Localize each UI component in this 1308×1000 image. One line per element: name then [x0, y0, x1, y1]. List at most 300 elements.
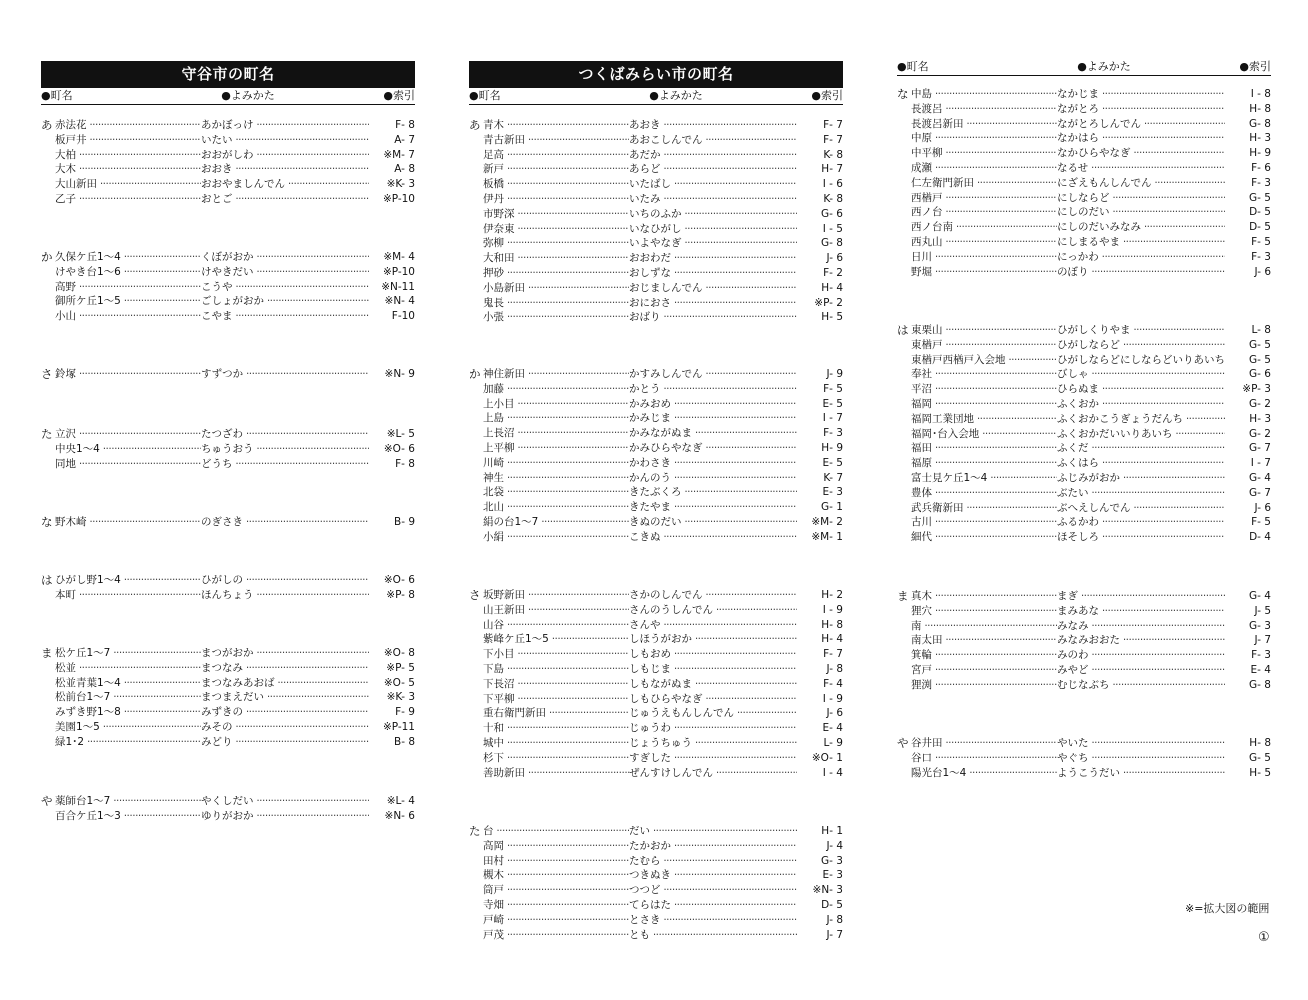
table-row	[41, 148, 415, 163]
town-reading: にしのだいみなみ ·····	[1057, 220, 1237, 235]
town-name: ひがし野1〜4 ·····	[55, 573, 215, 588]
table-row	[897, 220, 1271, 235]
town-name: 田村 ·····	[483, 854, 643, 869]
table-row	[41, 427, 415, 442]
table-row	[469, 692, 843, 707]
map-index: I - 8	[1225, 87, 1271, 102]
map-index: F- 3	[1225, 250, 1271, 265]
town-reading: きぬのだい ·····	[629, 515, 809, 530]
table-row	[469, 456, 843, 471]
map-index: I - 9	[797, 692, 843, 707]
town-name: 富士見ケ丘1〜4 ·····	[911, 471, 1071, 486]
town-name: 奉社 ·····	[911, 367, 1071, 382]
kana-initial: か	[469, 367, 481, 381]
town-name: 神住新田 ·····	[483, 367, 643, 382]
town-reading: おおがしわ ·····	[201, 148, 381, 163]
map-index: ※L- 5	[369, 427, 415, 442]
town-name: 下長沼 ·····	[483, 677, 643, 692]
table-row	[897, 102, 1271, 117]
table-row	[897, 338, 1271, 353]
entry-group	[41, 367, 415, 382]
table-row	[897, 456, 1271, 471]
town-reading: ほそしろ ·····	[1057, 530, 1237, 545]
section-title-moriya: 守谷市の町名	[41, 61, 415, 88]
table-row	[41, 457, 415, 472]
map-index: G- 8	[797, 236, 843, 251]
table-row	[469, 883, 843, 898]
map-index: G- 5	[1225, 353, 1271, 368]
town-name: 美園1〜5 ·····	[55, 720, 215, 735]
table-row	[897, 589, 1271, 604]
kana-initial: や	[41, 794, 53, 808]
town-reading: ひらぬま ·····	[1057, 382, 1237, 397]
table-row	[897, 766, 1271, 781]
town-reading: やぐち ·····	[1057, 751, 1237, 766]
town-name: 福原 ·····	[911, 456, 1071, 471]
town-name: 西丸山 ·····	[911, 235, 1071, 250]
town-name: 大山新田 ·····	[55, 177, 215, 192]
header-name: ●町名	[897, 60, 929, 73]
town-name: 東楢戸西楢戸入会地 ·····	[911, 353, 1071, 368]
town-name: 上島 ·····	[483, 411, 643, 426]
map-index: D- 4	[1225, 530, 1271, 545]
map-index: J- 5	[1225, 604, 1271, 619]
town-reading: やくしだい ·····	[201, 794, 381, 809]
town-reading: あおき ·····	[629, 118, 809, 133]
kana-initial: ま	[41, 646, 53, 660]
town-name: 高野 ·····	[55, 280, 215, 295]
town-reading: まつがおか ·····	[201, 646, 381, 661]
header-reading: ●よみかた	[649, 89, 703, 102]
table-row	[469, 281, 843, 296]
town-name: みずき野1〜8 ·····	[55, 705, 215, 720]
town-reading: おじましんでん ·····	[629, 281, 809, 296]
table-row	[41, 118, 415, 133]
town-reading: なかはら ·····	[1057, 131, 1237, 146]
town-reading: みのわ ·····	[1057, 648, 1237, 663]
table-row	[469, 751, 843, 766]
table-row	[41, 442, 415, 457]
map-index: ※O- 6	[369, 442, 415, 457]
map-index: ※M- 2	[797, 515, 843, 530]
table-row	[469, 868, 843, 883]
town-reading: みずきの ·····	[201, 705, 381, 720]
town-name: 同地 ·····	[55, 457, 215, 472]
entry-group	[897, 589, 1271, 693]
table-row	[469, 266, 843, 281]
table-row	[897, 176, 1271, 191]
town-name: 南太田 ·····	[911, 633, 1071, 648]
table-row	[469, 632, 843, 647]
town-reading: しもひらやなぎ ·····	[629, 692, 809, 707]
town-name: 立沢 ·····	[55, 427, 215, 442]
table-row	[897, 751, 1271, 766]
town-reading: おおき ·····	[201, 162, 381, 177]
town-reading: おおやましんでん ·····	[201, 177, 381, 192]
table-row	[897, 367, 1271, 382]
map-index: J- 6	[1225, 501, 1271, 516]
table-row	[41, 515, 415, 530]
town-name: 野木崎 ·····	[55, 515, 215, 530]
town-reading: あらど ·····	[629, 162, 809, 177]
town-name: 陽光台1〜4 ·····	[911, 766, 1071, 781]
table-row	[41, 676, 415, 691]
town-reading: かわさき ·····	[629, 456, 809, 471]
town-name: 十和 ·····	[483, 721, 643, 736]
town-reading: まみあな ·····	[1057, 604, 1237, 619]
table-row	[469, 426, 843, 441]
town-reading: かみおめ ·····	[629, 397, 809, 412]
table-row	[469, 603, 843, 618]
town-name: 神生 ·····	[483, 471, 643, 486]
entry-group	[469, 118, 843, 325]
town-reading: たむら ·····	[629, 854, 809, 869]
town-reading: むじなぶち ·····	[1057, 678, 1237, 693]
town-reading: みやど ·····	[1057, 663, 1237, 678]
town-reading: けやきだい ·····	[201, 265, 381, 280]
town-name: 中原 ·····	[911, 131, 1071, 146]
map-index: J- 6	[797, 251, 843, 266]
map-index: L- 8	[1225, 323, 1271, 338]
town-reading: すずつか ·····	[201, 367, 381, 382]
map-index: F- 9	[369, 705, 415, 720]
town-name: 宮戸 ·····	[911, 663, 1071, 678]
town-name: 箕輪 ·····	[911, 648, 1071, 663]
town-reading: にざえもんしんでん ·····	[1057, 176, 1237, 191]
table-row	[897, 619, 1271, 634]
town-reading: なるせ ·····	[1057, 161, 1237, 176]
town-name: 古川 ·····	[911, 515, 1071, 530]
map-index: ※N- 3	[797, 883, 843, 898]
map-index: F- 5	[797, 382, 843, 397]
table-row	[897, 441, 1271, 456]
town-reading: おしずな ·····	[629, 266, 809, 281]
table-row	[897, 146, 1271, 161]
town-reading: とさき ·····	[629, 913, 809, 928]
town-reading: ちゅうおう ·····	[201, 442, 381, 457]
table-row	[469, 133, 843, 148]
table-row	[41, 735, 415, 750]
town-reading: みどり ·····	[201, 735, 381, 750]
town-name: 重右衛門新田 ·····	[483, 706, 643, 721]
map-index: F-10	[369, 309, 415, 324]
map-index: D- 5	[1225, 220, 1271, 235]
column-header	[41, 88, 415, 105]
table-row	[469, 441, 843, 456]
map-index: F- 5	[1225, 235, 1271, 250]
town-reading: のぎさき ·····	[201, 515, 381, 530]
town-reading: あおこしんでん ·····	[629, 133, 809, 148]
town-name: 下小目 ·····	[483, 647, 643, 662]
town-name: 弥柳 ·····	[483, 236, 643, 251]
map-index: D- 5	[797, 898, 843, 913]
town-reading: にっかわ ·····	[1057, 250, 1237, 265]
town-name: 松並 ·····	[55, 661, 215, 676]
town-name: 谷井田 ·····	[911, 736, 1071, 751]
table-row	[469, 766, 843, 781]
town-reading: ぶたい ·····	[1057, 486, 1237, 501]
town-name: 上長沼 ·····	[483, 426, 643, 441]
table-row	[41, 705, 415, 720]
table-row	[469, 515, 843, 530]
town-name: けやき台1〜6 ·····	[55, 265, 215, 280]
town-name: 東栗山 ·····	[911, 323, 1071, 338]
header-name: ●町名	[41, 89, 73, 102]
kana-initial: は	[897, 323, 909, 337]
table-row	[469, 677, 843, 692]
town-name: 筒戸 ·····	[483, 883, 643, 898]
town-name: 長渡呂 ·····	[911, 102, 1071, 117]
map-index: ※O- 8	[369, 646, 415, 661]
town-reading: おとご ·····	[201, 192, 381, 207]
map-index: ※K- 3	[369, 177, 415, 192]
town-reading: つきぬき ·····	[629, 868, 809, 883]
table-row	[897, 131, 1271, 146]
town-reading: たつざわ ·····	[201, 427, 381, 442]
map-index: H- 8	[1225, 736, 1271, 751]
table-row	[41, 573, 415, 588]
map-index: G- 6	[797, 207, 843, 222]
map-index: ※P-10	[369, 265, 415, 280]
town-reading: にしまるやま ·····	[1057, 235, 1237, 250]
map-index: J- 6	[1225, 265, 1271, 280]
town-reading: ゆりがおか ·····	[201, 809, 381, 824]
map-index: H- 3	[1225, 131, 1271, 146]
map-index: K- 8	[797, 192, 843, 207]
town-name: 豊体 ·····	[911, 486, 1071, 501]
header-index: ●索引	[811, 89, 843, 102]
town-name: 山王新田 ·····	[483, 603, 643, 618]
column-tsukubamirai-continued	[897, 59, 1271, 779]
map-index: F- 7	[797, 118, 843, 133]
table-row	[469, 251, 843, 266]
table-row	[41, 720, 415, 735]
map-index: B- 9	[369, 515, 415, 530]
map-index: J- 6	[797, 706, 843, 721]
town-name: 青木 ·····	[483, 118, 643, 133]
map-index: G- 3	[797, 854, 843, 869]
map-index: J- 7	[797, 928, 843, 943]
town-name: 高岡 ·····	[483, 839, 643, 854]
map-index: H- 5	[797, 310, 843, 325]
town-name: 中平柳 ·····	[911, 146, 1071, 161]
table-row	[469, 662, 843, 677]
town-name: 下島 ·····	[483, 662, 643, 677]
map-index: F- 8	[369, 118, 415, 133]
town-reading: かみひらやなぎ ·····	[629, 441, 809, 456]
town-reading: くぼがおか ·····	[201, 250, 381, 265]
town-reading: だい ·····	[629, 824, 809, 839]
town-name: 松並青葉1〜4 ·····	[55, 676, 215, 691]
town-reading: てらはた ·····	[629, 898, 809, 913]
town-name: 赤法花 ·····	[55, 118, 215, 133]
map-index: F- 2	[797, 266, 843, 281]
table-row	[469, 411, 843, 426]
table-row	[469, 588, 843, 603]
town-reading: しほうがおか ·····	[629, 632, 809, 647]
town-reading: ひがしの ·····	[201, 573, 381, 588]
town-name: 西楢戸 ·····	[911, 191, 1071, 206]
town-name: 伊丹 ·····	[483, 192, 643, 207]
town-reading: ほんちょう ·····	[201, 588, 381, 603]
kana-initial: な	[41, 515, 53, 529]
table-row	[469, 500, 843, 515]
town-reading: かみながぬま ·····	[629, 426, 809, 441]
town-name: 絹の台1〜7 ·····	[483, 515, 643, 530]
town-reading: ふじみがおか ·····	[1057, 471, 1237, 486]
table-row	[469, 367, 843, 382]
table-row	[897, 250, 1271, 265]
map-index: ※O- 5	[369, 676, 415, 691]
table-row	[897, 501, 1271, 516]
town-reading: まつまえだい ·····	[201, 690, 381, 705]
town-reading: おおわだ ·····	[629, 251, 809, 266]
town-name: 寺畑 ·····	[483, 898, 643, 913]
map-index: G- 4	[1225, 471, 1271, 486]
town-name: 武兵衛新田 ·····	[911, 501, 1071, 516]
town-name: 日川 ·····	[911, 250, 1071, 265]
town-reading: しもおめ ·····	[629, 647, 809, 662]
map-index: E- 4	[1225, 663, 1271, 678]
table-row	[897, 648, 1271, 663]
town-name: 城中 ·····	[483, 736, 643, 751]
table-row	[41, 661, 415, 676]
table-row	[469, 854, 843, 869]
table-row	[897, 663, 1271, 678]
table-row	[469, 824, 843, 839]
table-row	[897, 353, 1271, 368]
town-name: 大木 ·····	[55, 162, 215, 177]
entry-group	[469, 367, 843, 545]
table-row	[469, 706, 843, 721]
town-name: 中島 ·····	[911, 87, 1071, 102]
table-row	[41, 367, 415, 382]
town-name: 紫峰ケ丘1〜5 ·····	[483, 632, 643, 647]
town-reading: じゅうわ ·····	[629, 721, 809, 736]
town-name: 押砂 ·····	[483, 266, 643, 281]
footnote: ※=拡大図の範囲	[1185, 902, 1270, 915]
table-row	[41, 250, 415, 265]
table-row	[897, 427, 1271, 442]
entry-group	[897, 736, 1271, 780]
table-row	[469, 485, 843, 500]
table-row	[41, 309, 415, 324]
table-row	[41, 809, 415, 824]
town-name: 上小目 ·····	[483, 397, 643, 412]
town-name: 福岡･台入会地 ·····	[911, 427, 1071, 442]
town-reading: かんのう ·····	[629, 471, 809, 486]
town-reading: いたばし ·····	[629, 177, 809, 192]
town-name: 成瀬 ·····	[911, 161, 1071, 176]
table-row	[41, 280, 415, 295]
header-reading: ●よみかた	[221, 89, 275, 102]
town-reading: ふくだ ·····	[1057, 441, 1237, 456]
table-row	[897, 604, 1271, 619]
town-name: 鈴塚 ·····	[55, 367, 215, 382]
table-row	[469, 310, 843, 325]
town-reading: きたやま ·····	[629, 500, 809, 515]
town-reading: ぶへえしんでん ·····	[1057, 501, 1237, 516]
town-name: 緑1･2 ·····	[55, 735, 215, 750]
town-reading: にしのだい ·····	[1057, 205, 1237, 220]
map-index: F- 5	[1225, 515, 1271, 530]
map-index: D- 5	[1225, 205, 1271, 220]
town-reading: いちのふか ·····	[629, 207, 809, 222]
map-index: G- 8	[1225, 678, 1271, 693]
map-index: I - 9	[797, 603, 843, 618]
map-index: H- 5	[1225, 766, 1271, 781]
town-reading: かとう ·····	[629, 382, 809, 397]
table-row	[469, 192, 843, 207]
town-name: 西ノ台南 ·····	[911, 220, 1071, 235]
town-reading: どうち ·····	[201, 457, 381, 472]
town-name: 松前台1〜7 ·····	[55, 690, 215, 705]
town-reading: みなみ ·····	[1057, 619, 1237, 634]
town-reading: さんや ·····	[629, 618, 809, 633]
map-index: G- 1	[797, 500, 843, 515]
town-name: 下平柳 ·····	[483, 692, 643, 707]
map-index: F- 7	[797, 647, 843, 662]
entry-group	[41, 794, 415, 824]
table-row	[897, 265, 1271, 280]
town-name: 本町 ·····	[55, 588, 215, 603]
town-reading: ひがしくりやま ·····	[1057, 323, 1237, 338]
town-name: 台 ·····	[483, 824, 643, 839]
table-row	[897, 235, 1271, 250]
map-index: ※N- 9	[369, 367, 415, 382]
map-index: G- 8	[1225, 117, 1271, 132]
map-index: E- 3	[797, 485, 843, 500]
entry-group	[41, 427, 415, 471]
kana-initial: は	[41, 573, 53, 587]
map-index: H- 4	[797, 632, 843, 647]
map-index: G- 2	[1225, 427, 1271, 442]
town-reading: びしゃ ·····	[1057, 367, 1237, 382]
town-name: 福岡 ·····	[911, 397, 1071, 412]
map-index: I - 6	[797, 177, 843, 192]
map-index: J- 8	[797, 662, 843, 677]
map-index: H- 8	[797, 618, 843, 633]
town-reading: じょうちゅう ·····	[629, 736, 809, 751]
town-reading: ひがしならど ·····	[1057, 338, 1237, 353]
kana-initial: た	[469, 824, 481, 838]
entry-group	[469, 588, 843, 780]
table-row	[469, 618, 843, 633]
town-name: 東楢戸 ·····	[911, 338, 1071, 353]
map-index: G- 3	[1225, 619, 1271, 634]
town-name: 伊奈東 ·····	[483, 222, 643, 237]
table-row	[41, 794, 415, 809]
town-reading: ながとろしんでん ·····	[1057, 117, 1237, 132]
town-reading: こうや ·····	[201, 280, 381, 295]
map-index: ※O- 1	[797, 751, 843, 766]
map-index: ※L- 4	[369, 794, 415, 809]
table-row	[41, 162, 415, 177]
table-row	[469, 839, 843, 854]
town-reading: ふくおか ·····	[1057, 397, 1237, 412]
entry-group	[41, 118, 415, 207]
map-index: E- 3	[797, 868, 843, 883]
town-reading: ようこうだい ·····	[1057, 766, 1237, 781]
map-index: H- 7	[797, 162, 843, 177]
town-reading: みなみおおた ·····	[1057, 633, 1237, 648]
town-name: 百合ケ丘1〜3 ·····	[55, 809, 215, 824]
map-index: E- 5	[797, 456, 843, 471]
town-name: 槻木 ·····	[483, 868, 643, 883]
table-row	[897, 515, 1271, 530]
entry-group	[41, 515, 415, 530]
town-reading: みその ·····	[201, 720, 381, 735]
